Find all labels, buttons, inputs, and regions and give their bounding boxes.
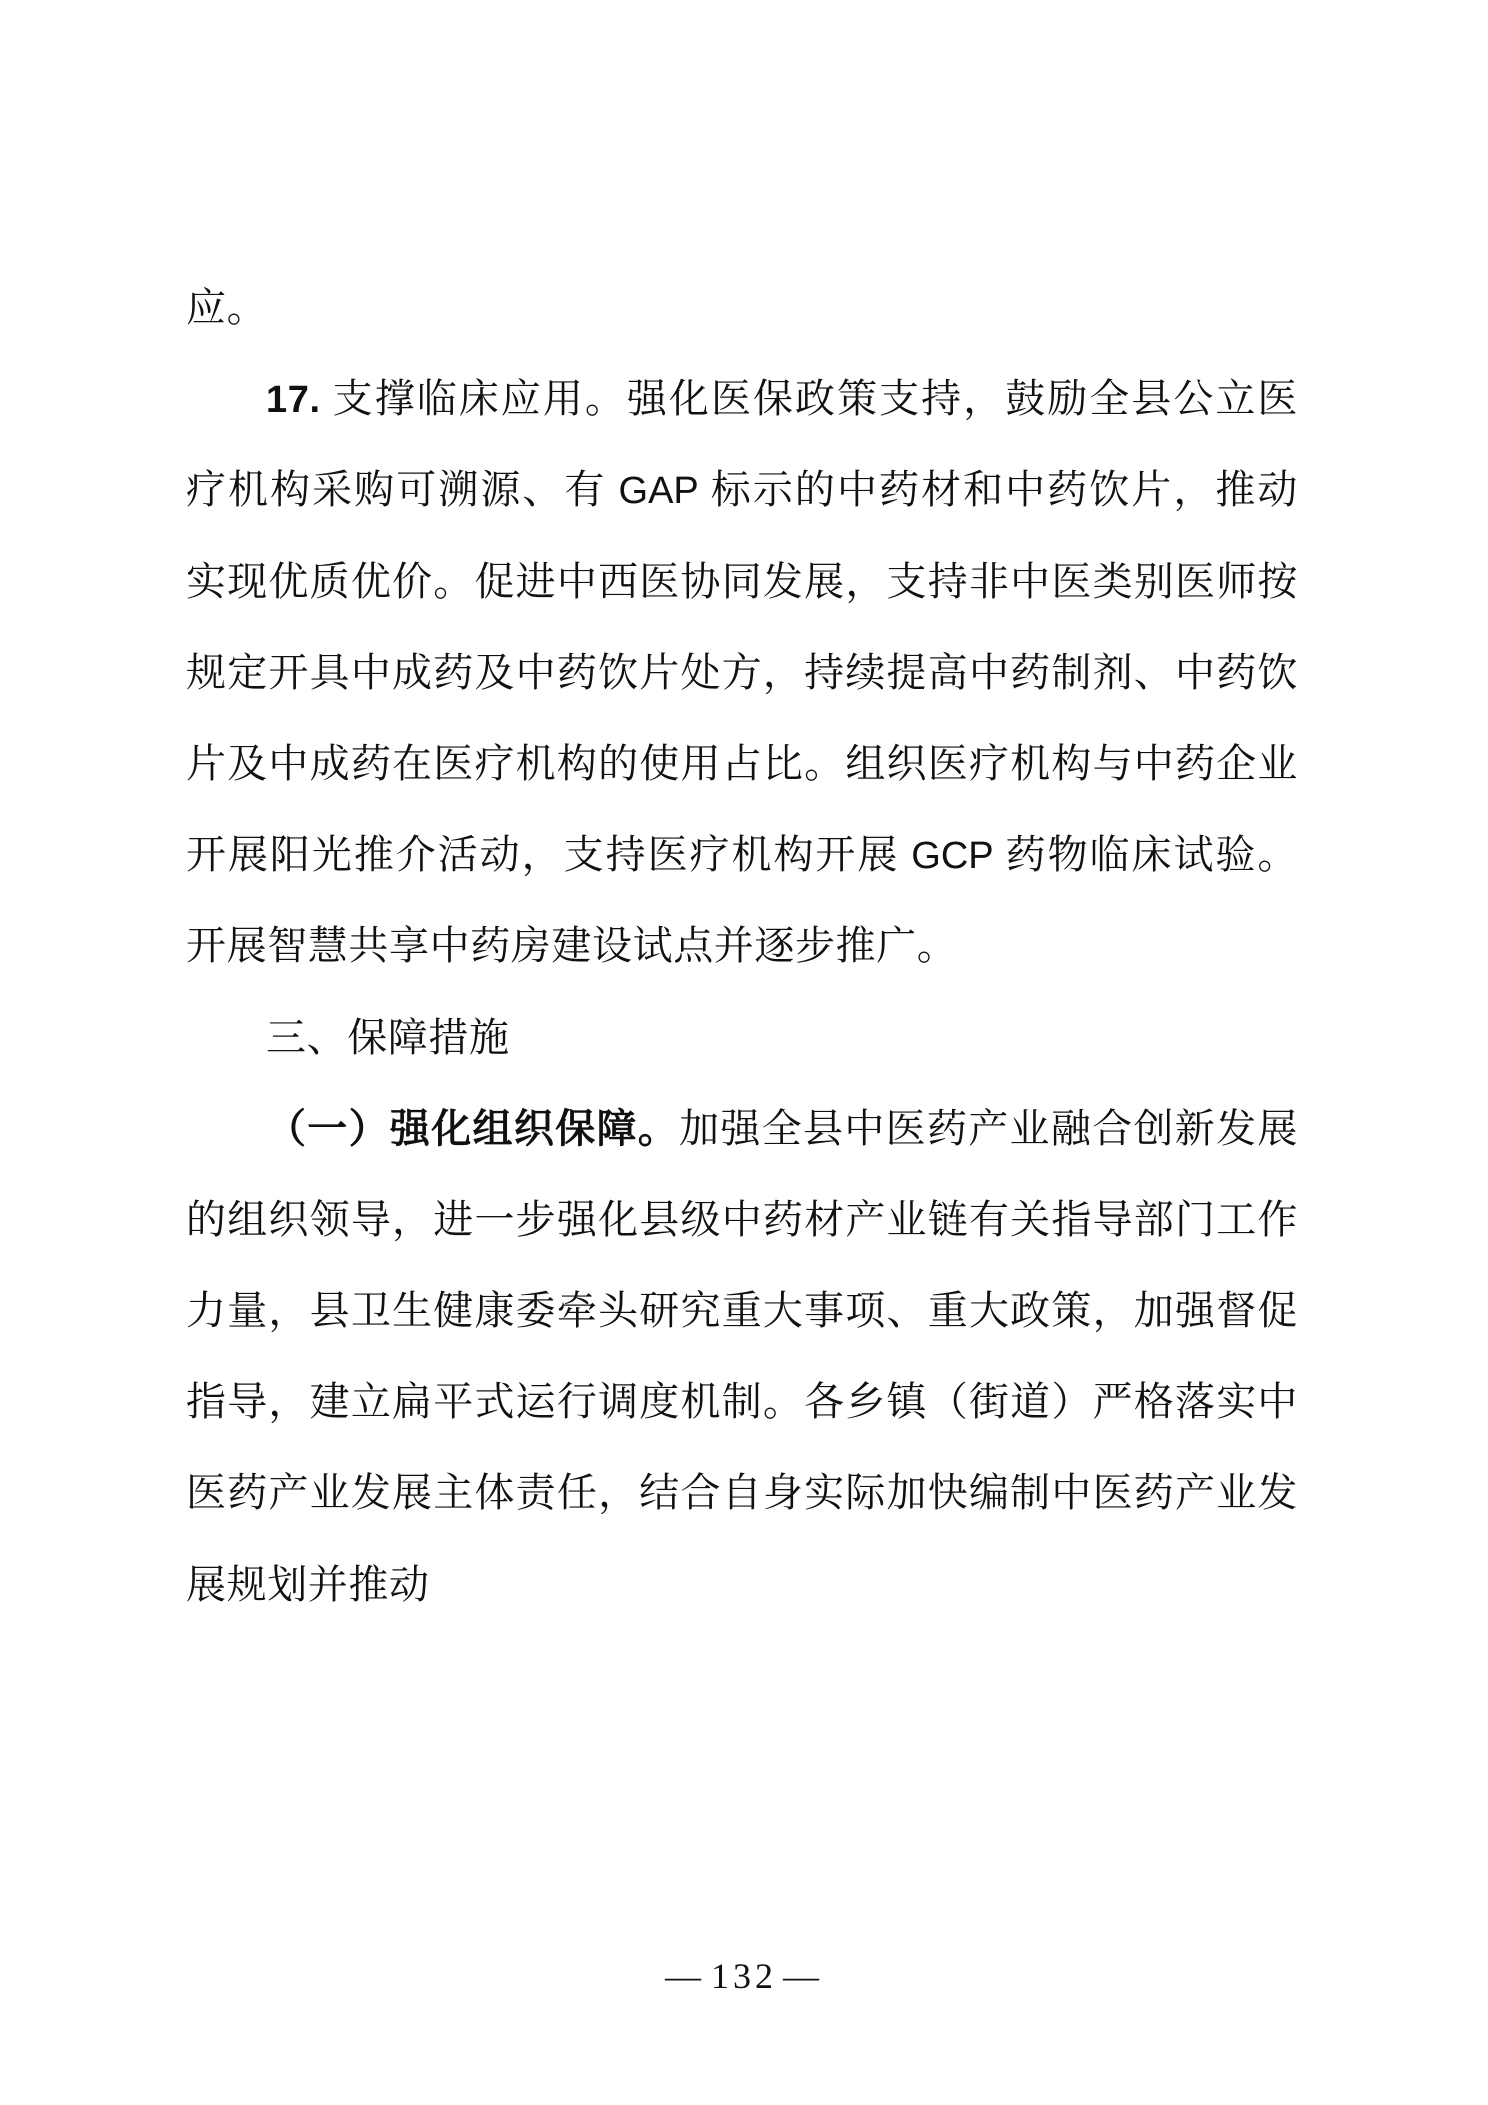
footer-dash-right: — xyxy=(783,1956,823,1996)
subsection-one-label: （一）强化组织保障。 xyxy=(266,1105,680,1151)
item-17-text-part2: 标示的中药材和中药饮片，推动实现优质优价。促进中西医协同发展，支持非中医类别医师按规定开具中成药及中药饮片处方，持续提高中药制剂、中药饮片及中成药在医疗机构的使用占比。组织医疗机构与中药企业开展阳光推介活动，支持医疗机构开展 xyxy=(186,467,1299,878)
document-body xyxy=(186,262,1298,1630)
subsection-one-text: 加强全县中医药产业融合创新发展的组织领导，进一步强化县级中药材产业链有关指导部门工作力量，县卫生健康委牵头研究重大事项、重大政策，加强督促指导，建立扁平式运行调度机制。各乡镇（街道）严格落实中医药产业发展主体责任，结合自身实际加快编制中医药产业发展规划并推动 xyxy=(186,1105,1299,1607)
page-number: 132 xyxy=(711,1956,777,1996)
paragraph-continuation-text: 应。 xyxy=(186,285,268,330)
paragraph-item-17 xyxy=(186,353,1298,991)
section-heading-three xyxy=(186,992,1298,1083)
paragraph-subsection-one xyxy=(186,1083,1298,1630)
item-17-text-part1: 支撑临床应用。强化医保政策支持，鼓励全县公立医疗机构采购可溯源、有 xyxy=(186,376,1298,513)
paragraph-continuation xyxy=(186,262,1298,353)
item-17-term-gcp: GCP xyxy=(911,835,994,878)
item-17-term-gap: GAP xyxy=(618,470,699,513)
page-footer xyxy=(0,1955,1488,1997)
section-heading-three-text: 三、保障措施 xyxy=(266,1014,510,1060)
item-17-number: 17. xyxy=(266,379,321,422)
item-17-text-part3: 药物临床试验。开展智慧共享中药房建设试点并逐步推广。 xyxy=(186,832,1298,969)
footer-dash-left: — xyxy=(665,1956,705,1996)
